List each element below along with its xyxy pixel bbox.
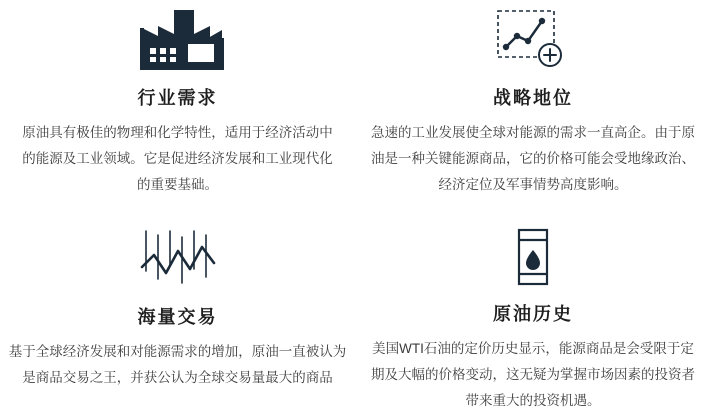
- feature-card-strategic-position: [355, 0, 711, 207]
- feature-card-industry-demand: [0, 0, 355, 207]
- card-body: 基于全球经济发展和对能源需求的增加，原油一直被认为是商品交易之王，并获公认为全球交易量最大的商品: [8, 344, 347, 385]
- card-title: 行业需求: [137, 88, 218, 108]
- feature-card-oil-history: [355, 207, 711, 414]
- feature-card-massive-trading: [0, 207, 355, 414]
- card-title: 海量交易: [137, 307, 218, 327]
- card-title: 原油历史: [493, 304, 573, 324]
- volatility-chart-icon: [6, 221, 349, 299]
- card-title: 战略地位: [493, 88, 573, 108]
- factory-icon: [6, 0, 349, 80]
- card-body: 美国WTI石油的定价历史显示，能源商品是会受限于定期及大幅的价格变动，这无疑为掌握市场因素的投资者带来重大的投资机遇。: [371, 341, 695, 408]
- chart-growth-add-icon: [361, 0, 705, 80]
- card-body: 急速的工业发展使全球对能源的需求一直高企。由于原油是一种关键能源商品，它的价格可能会受地缘政治、经济定位及军事情势高度影响。: [371, 125, 695, 192]
- oil-barrel-icon: [361, 221, 705, 296]
- card-body: 原油具有极佳的物理和化学特性，适用于经济活动中的能源及工业领域。它是促进经济发展和工业现代化的重要基础。: [22, 125, 333, 192]
